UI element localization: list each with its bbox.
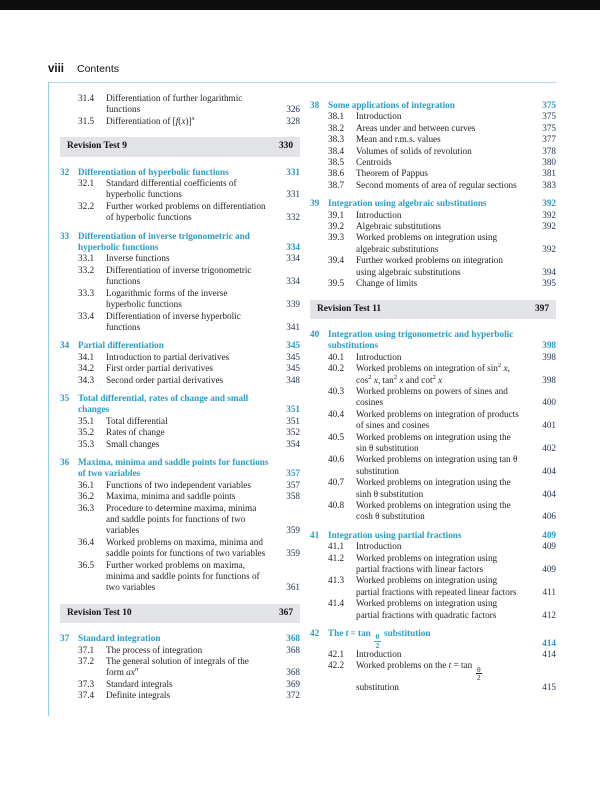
entry-page: 415	[542, 681, 556, 692]
entry-number: 37.1	[78, 644, 95, 655]
entry-page: 334	[286, 253, 300, 264]
entry-page: 412	[542, 609, 556, 620]
entry-number: 37.3	[78, 678, 95, 689]
entry-page: 345	[286, 340, 300, 351]
entry-page: 359	[286, 548, 300, 559]
entry-title: Rates of change	[106, 427, 165, 438]
toc-section-entry	[60, 503, 300, 537]
entry-number: 38.2	[328, 122, 345, 133]
entry-number: 40.6	[328, 454, 345, 465]
toc-section-entry	[310, 477, 556, 500]
toc-section-entry	[310, 363, 556, 386]
entry-title: Differentiation of inverse trigonometric and hyperbolic functions	[78, 230, 250, 253]
entry-number: 40	[310, 328, 320, 339]
toc-section-entry	[310, 278, 556, 289]
entry-number: 38.3	[328, 134, 345, 145]
entry-number: 42.1	[328, 649, 345, 660]
toc-section-entry	[60, 288, 300, 311]
entry-title: Integration using algebraic substitutions	[328, 198, 487, 209]
entry-page: 375	[542, 111, 556, 122]
entry-number: 38.5	[328, 157, 345, 168]
toc-section-entry	[310, 432, 556, 455]
entry-page: 377	[542, 134, 556, 145]
entry-number: 39.4	[328, 255, 345, 266]
toc-section-entry	[310, 221, 556, 232]
entry-number: 41.4	[328, 598, 345, 609]
entry-title: Definite integrals	[106, 690, 171, 701]
entry-page: 380	[542, 157, 556, 168]
entry-page: 351	[286, 404, 300, 415]
toc-section-entry	[60, 253, 300, 264]
entry-page: 381	[542, 168, 556, 179]
entry-page: 398	[542, 340, 556, 351]
entry-page: 402	[542, 442, 556, 453]
entry-page: 326	[286, 104, 300, 115]
entry-title: Change of limits	[356, 278, 418, 289]
entry-number: 36	[60, 456, 70, 467]
toc-section-entry	[310, 386, 556, 409]
entry-page: 361	[286, 582, 300, 593]
toc-section-entry	[60, 375, 300, 386]
toc-section-entry	[310, 232, 556, 255]
entry-number: 31.4	[78, 93, 95, 103]
entry-title: Second order partial derivatives	[106, 374, 224, 385]
entry-number: 31.5	[78, 115, 95, 126]
entry-page: 404	[542, 488, 556, 499]
entry-page: 359	[286, 525, 300, 536]
toc-section-entry	[60, 690, 300, 701]
entry-number: 39.3	[328, 232, 345, 243]
entry-number: 40.8	[328, 500, 345, 510]
toc-section-entry	[60, 352, 300, 363]
entry-title: The general solution of integrals of the form $ax^n$	[106, 656, 249, 678]
entry-page: 409	[542, 564, 556, 575]
entry-number: 32	[60, 166, 70, 177]
entry-title: Some applications of integration	[328, 100, 455, 110]
entry-title: Differentiation of $[f(x)]^x$	[106, 114, 195, 126]
entry-title: Worked problems on integration of products of sines and cosines	[356, 408, 519, 431]
toc-section-entry	[60, 480, 300, 491]
entry-title: Introduction	[356, 541, 402, 552]
entry-number: 35.2	[78, 427, 95, 438]
toc-section-entry	[310, 409, 556, 432]
entry-title: Worked problems on the t = tan $\frac{\theta}{2}$ substitution	[356, 660, 481, 692]
revision-test-bar	[310, 300, 556, 319]
entry-page: 334	[286, 276, 300, 287]
entry-number: 37.4	[78, 690, 95, 701]
toc-chapter-entry	[310, 628, 556, 649]
entry-number: 33.2	[78, 264, 95, 275]
entry-page: 375	[542, 122, 556, 133]
entry-title: Worked problems on integration using the cosh θ substitution	[356, 500, 511, 522]
entry-title: Inverse functions	[106, 253, 170, 264]
entry-page: 328	[286, 115, 300, 126]
entry-page: 404	[542, 465, 556, 476]
entry-number: 37.2	[78, 656, 95, 667]
entry-title: Centroids	[356, 157, 392, 168]
revision-test-bar	[60, 604, 300, 623]
entry-number: 34.1	[78, 351, 95, 362]
toc-chapter-entry	[310, 198, 556, 209]
entry-page: 392	[542, 209, 556, 220]
page-header-title: Contents	[76, 63, 120, 75]
toc-chapter-entry	[310, 530, 556, 541]
entry-page: 348	[286, 374, 300, 385]
toc-section-entry	[310, 180, 556, 191]
entry-title: Partial differentiation	[78, 340, 164, 351]
entry-page: 345	[286, 363, 300, 374]
entry-page: 331	[286, 166, 300, 177]
toc-section-entry	[310, 352, 556, 363]
entry-page: 352	[286, 427, 300, 438]
entry-number: 36.2	[78, 491, 95, 502]
entry-page: 375	[542, 100, 556, 110]
entry-number: 41.1	[328, 541, 345, 552]
toc-section-entry	[310, 575, 556, 598]
entry-number: 33.3	[78, 287, 95, 298]
entry-title: Introduction to partial derivatives	[106, 351, 230, 362]
entry-title: Standard integrals	[106, 678, 173, 689]
entry-number: 37	[60, 633, 70, 644]
entry-page: 334	[286, 242, 300, 253]
entry-title: Theorem of Pappus	[356, 168, 428, 179]
entry-title: Functions of two independent variables	[106, 479, 251, 490]
entry-number: 40.3	[328, 385, 345, 396]
page-folio: viii	[48, 63, 64, 75]
entry-title: Worked problems on maxima, minima and saddle points for functions of two variables	[106, 536, 266, 559]
entry-number: 32.2	[78, 200, 95, 211]
entry-number: 40.5	[328, 431, 345, 442]
entry-page: 339	[286, 299, 300, 310]
toc-section-entry	[60, 363, 300, 374]
entry-title: Worked problems on integration using partial fractions with linear factors	[356, 552, 498, 575]
entry-title: The process of integration	[106, 644, 203, 655]
entry-number: 33.4	[78, 310, 95, 321]
entry-title: Further worked problems on differentiation of hyperbolic functions	[106, 200, 266, 223]
toc-chapter-entry	[60, 231, 300, 254]
entry-number: 39.2	[328, 221, 345, 232]
entry-page: 351	[286, 415, 300, 426]
toc-section-entry	[310, 660, 556, 692]
entry-page: 398	[542, 374, 556, 385]
entry-title: Worked problems on integration using partial fractions with quadratic factors	[356, 598, 498, 620]
toc-chapter-entry	[60, 633, 300, 644]
entry-title: Further worked problems on integration using algebraic substitutions	[356, 255, 503, 277]
entry-title: Worked problems on integration using the sin θ substitution	[356, 431, 511, 453]
toc-column-left	[60, 93, 300, 702]
entry-title: Second moments of area of regular sections	[356, 179, 517, 190]
revision-test-bar	[60, 137, 300, 156]
entry-number: 35	[60, 392, 70, 403]
toc-chapter-entry	[60, 393, 300, 416]
entry-page: 409	[542, 541, 556, 552]
entry-number: 41.3	[328, 575, 345, 586]
entry-number: 38	[310, 100, 320, 110]
entry-title: Worked problems on integration using the sinh θ substitution	[356, 477, 511, 499]
entry-page: 414	[542, 637, 556, 648]
entry-title: Differentiation of hyperbolic functions	[78, 166, 229, 177]
entry-page: 368	[286, 633, 300, 644]
entry-title: First order partial derivatives	[106, 363, 213, 374]
toc-section-entry	[310, 255, 556, 278]
entry-title: Revision Test 9	[67, 141, 127, 152]
entry-number: 40.1	[328, 351, 345, 362]
entry-page: 406	[542, 511, 556, 522]
entry-page: 409	[542, 529, 556, 540]
toc-section-entry	[310, 598, 556, 621]
entry-page: 369	[286, 678, 300, 689]
entry-number: 34.3	[78, 374, 95, 385]
toc-chapter-entry	[310, 329, 556, 352]
entry-title: Standard integration	[78, 633, 161, 644]
toc-section-entry	[60, 439, 300, 450]
toc-section-entry	[310, 454, 556, 477]
entry-number: 34	[60, 340, 70, 351]
entry-title: Mean and r.m.s. values	[356, 134, 441, 145]
entry-page: 392	[542, 243, 556, 254]
entry-number: 36.1	[78, 479, 95, 490]
toc-section-entry	[60, 265, 300, 288]
toc-column-right	[310, 93, 556, 702]
entry-title: Revision Test 10	[67, 607, 132, 618]
toc-section-entry	[310, 541, 556, 552]
entry-title: Worked problems on integration of $\sin^2 x$, $\cos^2 x$, $\tan^2 x$ and $\cot^2 x$	[356, 362, 510, 385]
entry-title: Total differential	[106, 415, 168, 426]
entry-number: 40.7	[328, 477, 345, 488]
entry-title: Introduction	[356, 351, 402, 362]
entry-page: 392	[542, 198, 556, 209]
entry-title: Differentiation of inverse trigonometric functions	[106, 264, 252, 287]
entry-title: Worked problems on integration using partial fractions with repeated linear factors	[356, 575, 517, 597]
toc-section-entry	[310, 649, 556, 660]
entry-number: 38.1	[328, 111, 345, 122]
entry-page: 354	[286, 438, 300, 449]
entry-title: Integration using trigonometric and hyperbolic substitutions	[328, 328, 514, 351]
entry-page: 330	[278, 141, 293, 152]
entry-page: 358	[286, 491, 300, 502]
entry-title: Revision Test 11	[317, 303, 382, 314]
entry-page: 331	[286, 189, 300, 200]
entry-page: 332	[286, 212, 300, 223]
entry-page: 368	[286, 644, 300, 655]
toc-section-entry	[310, 111, 556, 122]
entry-page: 368	[286, 667, 300, 678]
toc-section-entry	[60, 537, 300, 560]
entry-number: 42	[310, 628, 320, 639]
entry-number: 34.2	[78, 363, 95, 374]
toc-section-entry	[60, 645, 300, 656]
entry-page: 345	[286, 351, 300, 362]
entry-number: 41.2	[328, 552, 345, 563]
toc-section-entry	[60, 178, 300, 201]
entry-number: 40.4	[328, 408, 345, 419]
toc-section-entry	[310, 157, 556, 168]
entry-number: 36.5	[78, 559, 95, 570]
toc-section-entry	[60, 201, 300, 224]
entry-number: 38.6	[328, 168, 345, 179]
entry-title: Maxima, minima and saddle points	[106, 491, 236, 502]
entry-title: Introduction	[356, 209, 402, 220]
entry-title: Worked problems on powers of sines and cosines	[356, 385, 508, 408]
top-bar	[0, 0, 600, 10]
entry-page: 372	[286, 690, 300, 701]
entry-page: 401	[542, 420, 556, 431]
toc-section-entry	[310, 146, 556, 157]
entry-page: 400	[542, 397, 556, 408]
toc-section-entry	[60, 560, 300, 594]
entry-title: Maxima, minima and saddle points for functions of two variables	[78, 456, 269, 479]
entry-page: 397	[534, 303, 549, 314]
entry-page: 398	[542, 351, 556, 362]
entry-number: 36.3	[78, 502, 95, 513]
entry-title: Volumes of solids of revolution	[356, 145, 472, 156]
entry-title: Total differential, rates of change and small changes	[78, 392, 249, 415]
entry-page: 378	[542, 145, 556, 156]
entry-page: 341	[286, 321, 300, 332]
entry-number: 33.1	[78, 253, 95, 264]
toc-section-entry	[60, 311, 300, 334]
entry-title: Differentiation of further logarithmic functions	[106, 93, 243, 115]
entry-title: Further worked problems on maxima, minima and saddle points for functions of two variables	[106, 559, 260, 593]
toc-box	[48, 82, 556, 716]
entry-page: 357	[286, 479, 300, 490]
entry-number: 38.7	[328, 179, 345, 190]
entry-page: 395	[542, 278, 556, 289]
entry-page: 394	[542, 266, 556, 277]
toc-chapter-entry	[60, 457, 300, 480]
entry-page: 367	[278, 607, 293, 618]
toc-section-entry	[310, 500, 556, 523]
entry-number: 36.4	[78, 536, 95, 547]
entry-number: 39.5	[328, 278, 345, 289]
entry-page: 392	[542, 221, 556, 232]
toc-section-entry	[60, 416, 300, 427]
entry-title: Worked problems on integration using tan θ substitution	[356, 454, 518, 476]
entry-title: The t = tan $\frac{\theta}{2}$ substitution	[328, 628, 431, 650]
toc-section-entry	[60, 491, 300, 502]
page-header	[48, 63, 600, 75]
toc-chapter-entry	[310, 100, 556, 111]
entry-page: 411	[542, 586, 556, 597]
entry-title: Integration using partial fractions	[328, 529, 462, 540]
entry-title: Procedure to determine maxima, minima and saddle points for functions of two variables	[106, 502, 257, 536]
entry-title: Differentiation of inverse hyperbolic functions	[106, 310, 241, 332]
toc-section-entry	[60, 679, 300, 690]
toc-chapter-entry	[60, 340, 300, 351]
entry-number: 32.1	[78, 178, 95, 189]
entry-page: 357	[286, 468, 300, 479]
toc-chapter-entry	[60, 167, 300, 178]
toc-section-entry	[310, 210, 556, 221]
entry-number: 35.1	[78, 415, 95, 426]
entry-number: 38.4	[328, 145, 345, 156]
entry-title: Algebraic substitutions	[356, 221, 441, 232]
entry-title: Standard differential coefficients of hyperbolic functions	[106, 178, 237, 200]
entry-title: Areas under and between curves	[356, 122, 476, 133]
entry-title: Introduction	[356, 111, 402, 122]
entry-title: Logarithmic forms of the inverse hyperbolic functions	[106, 287, 228, 310]
entry-number: 42.2	[328, 660, 345, 671]
entry-number: 41	[310, 529, 320, 540]
entry-number: 35.3	[78, 438, 95, 449]
toc-section-entry	[310, 168, 556, 179]
entry-title: Small changes	[106, 438, 160, 449]
toc-section-entry	[310, 134, 556, 145]
toc-section-entry	[60, 116, 300, 127]
toc-section-entry	[310, 553, 556, 576]
toc-section-entry	[60, 93, 300, 116]
entry-title: Worked problems on integration using algebraic substitutions	[356, 232, 498, 254]
toc-section-entry	[310, 123, 556, 134]
entry-title: Introduction	[356, 649, 402, 660]
entry-number: 39	[310, 198, 320, 209]
entry-page: 414	[542, 649, 556, 660]
toc-section-entry	[60, 656, 300, 679]
entry-number: 40.2	[328, 363, 345, 374]
entry-number: 39.1	[328, 209, 345, 220]
toc-section-entry	[60, 427, 300, 438]
entry-number: 33	[60, 230, 70, 241]
entry-page: 383	[542, 179, 556, 190]
